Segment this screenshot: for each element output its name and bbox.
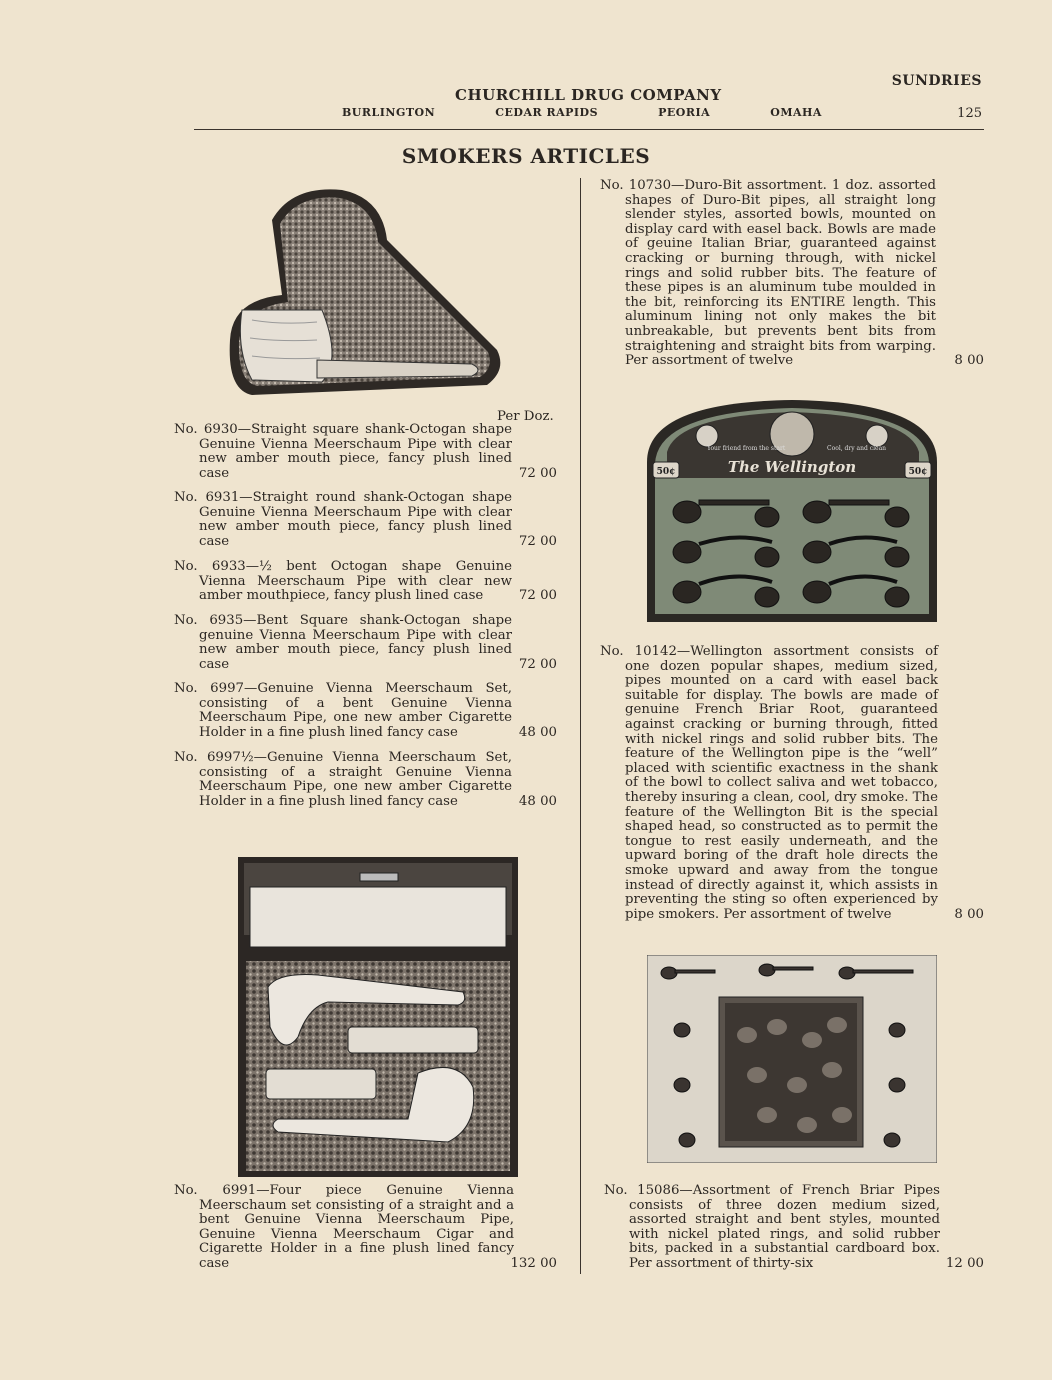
product-price: 48 00	[518, 724, 557, 740]
product-description: No. 6935—Bent Square shank-Octogan shape genuine Vienna Meerschaum Pipe with clear new amber mouth piece, fancy plush lined case	[174, 613, 512, 672]
page-title: SMOKERS ARTICLES	[401, 144, 651, 168]
product-description: No. 6997—Genuine Vienna Meerschaum Set, consisting of a bent Genuine Vienna Meerschaum Pipe, one new amber Cigarette Holder in a fine plush lined fancy case	[174, 681, 512, 740]
product-price: 132 00	[510, 1255, 557, 1271]
product-price: 72 00	[518, 588, 557, 604]
product-price: 72 00	[518, 465, 557, 481]
city-omaha: OMAHA	[770, 106, 822, 119]
product-description: No. 10730—Duro-Bit assortment. 1 doz. assorted shapes of Duro-Bit pipes, all straight long slender styles, assorted bowls, mounted on display card with easel back. Bowls are made of geuine Italian Briar, guaranteed against cracking or burning through, with nickel rings and solid rubber bits. The feature of these pipes is an aluminum tube moulded in the bit, reinforcing its ENTIRE length. This aluminum lining not only makes the bit unbreakable, but prevents bent bits from straightening and straight bits from warping. Per assortment of twelve	[600, 178, 936, 369]
meerschaum-pipe-case-illustration	[222, 180, 502, 402]
meerschaum-set-case-illustration	[238, 857, 518, 1177]
briar-pipe-box-illustration	[647, 955, 937, 1163]
per-doz-label: Per Doz.	[497, 409, 554, 424]
product-entry-6991	[174, 1184, 557, 1272]
product-entry-6931	[174, 491, 557, 549]
section-label: SUNDRIES	[891, 73, 982, 89]
product-entry-6930	[174, 423, 557, 481]
city-cedar-rapids: CEDAR RAPIDS	[495, 106, 599, 119]
product-description: No. 15086—Assortment of French Briar Pipes consists of three dozen medium sized, assorted straight and bent styles, mounted with nickel plated rings, and solid rubber bits, packed in a substantial cardboard box. Per assortment of thirty-six	[604, 1183, 940, 1271]
header-rule	[194, 129, 984, 130]
price-badge-right: 50¢	[908, 467, 928, 477]
product-description: No. 6931—Straight round shank-Octogan shape Genuine Vienna Meerschaum Pipe with clear new amber mouth piece, fancy plush lined case	[174, 490, 512, 549]
wellington-slogan-left: Your friend from the start	[707, 445, 786, 452]
product-entry-6997	[174, 682, 557, 740]
product-entry-10730	[600, 179, 984, 369]
city-list	[342, 106, 822, 119]
wellington-display-card-illustration	[647, 392, 937, 622]
product-description: No. 6933—½ bent Octogan shape Genuine Vienna Meerschaum Pipe with clear new amber mouthpiece, fancy plush lined case	[174, 559, 512, 604]
product-description: No. 10142—Wellington assortment consists of one dozen popular shapes, medium sized, pipes mounted on a card with easel back suitable for display. The bowls are made of genuine French Briar Root, guaranteed against cracking or burning through, fitted with nickel rings and solid rubber bits. The feature of the Wellington pipe is the “well” placed with scientific exactness in the shank of the bowl to collect saliva and wet tobacco, thereby insuring a clean, cool, dry smoke. The feature of the Wellington Bit is the special shaped head, so constructed as to permit the tongue to rest easily underneath, and the upward boring of the draft hole directs the smoke upward and away from the tongue instead of directly against it, which assists in preventing the sting so often experienced by pipe smokers. Per assortment of twelve	[600, 644, 938, 922]
product-description: No. 6930—Straight square shank-Octogan shape Genuine Vienna Meerschaum Pipe with clear new amber mouth piece, fancy plush lined case	[174, 422, 512, 481]
product-price: 12 00	[945, 1255, 984, 1271]
city-peoria: PEORIA	[658, 106, 711, 119]
product-entry-6933	[174, 560, 557, 604]
product-entry-6935	[174, 614, 557, 672]
product-price: 72 00	[518, 656, 557, 672]
product-description: No. 6991—Four piece Genuine Vienna Meerschaum set consisting of a straight and a bent Genuine Vienna Meerschaum Pipe, Genuine Vienna Meerschaum Cigar and Cigarette Holder in a fine plush lined fancy case	[174, 1183, 514, 1271]
column-divider	[580, 178, 581, 1274]
wellington-slogan-right: Cool, dry and clean	[827, 445, 887, 452]
city-burlington: BURLINGTON	[342, 106, 436, 119]
product-entry-10142	[600, 645, 984, 922]
company-name: CHURCHILL DRUG COMPANY	[455, 86, 722, 104]
product-description: No. 6997½—Genuine Vienna Meerschaum Set, consisting of a straight Genuine Vienna Meerschaum Pipe, one new amber Cigarette Holder in a fine plush lined fancy case	[174, 750, 512, 809]
product-entry-6997-half	[174, 751, 557, 809]
product-price: 72 00	[518, 533, 557, 549]
product-price: 8 00	[954, 906, 984, 922]
product-entry-15086	[604, 1184, 984, 1272]
product-price: 8 00	[954, 353, 984, 369]
price-badge-left: 50¢	[656, 467, 676, 477]
wellington-brand: The Wellington	[727, 458, 857, 476]
page-number: 125	[957, 106, 982, 121]
product-price: 48 00	[518, 793, 557, 809]
